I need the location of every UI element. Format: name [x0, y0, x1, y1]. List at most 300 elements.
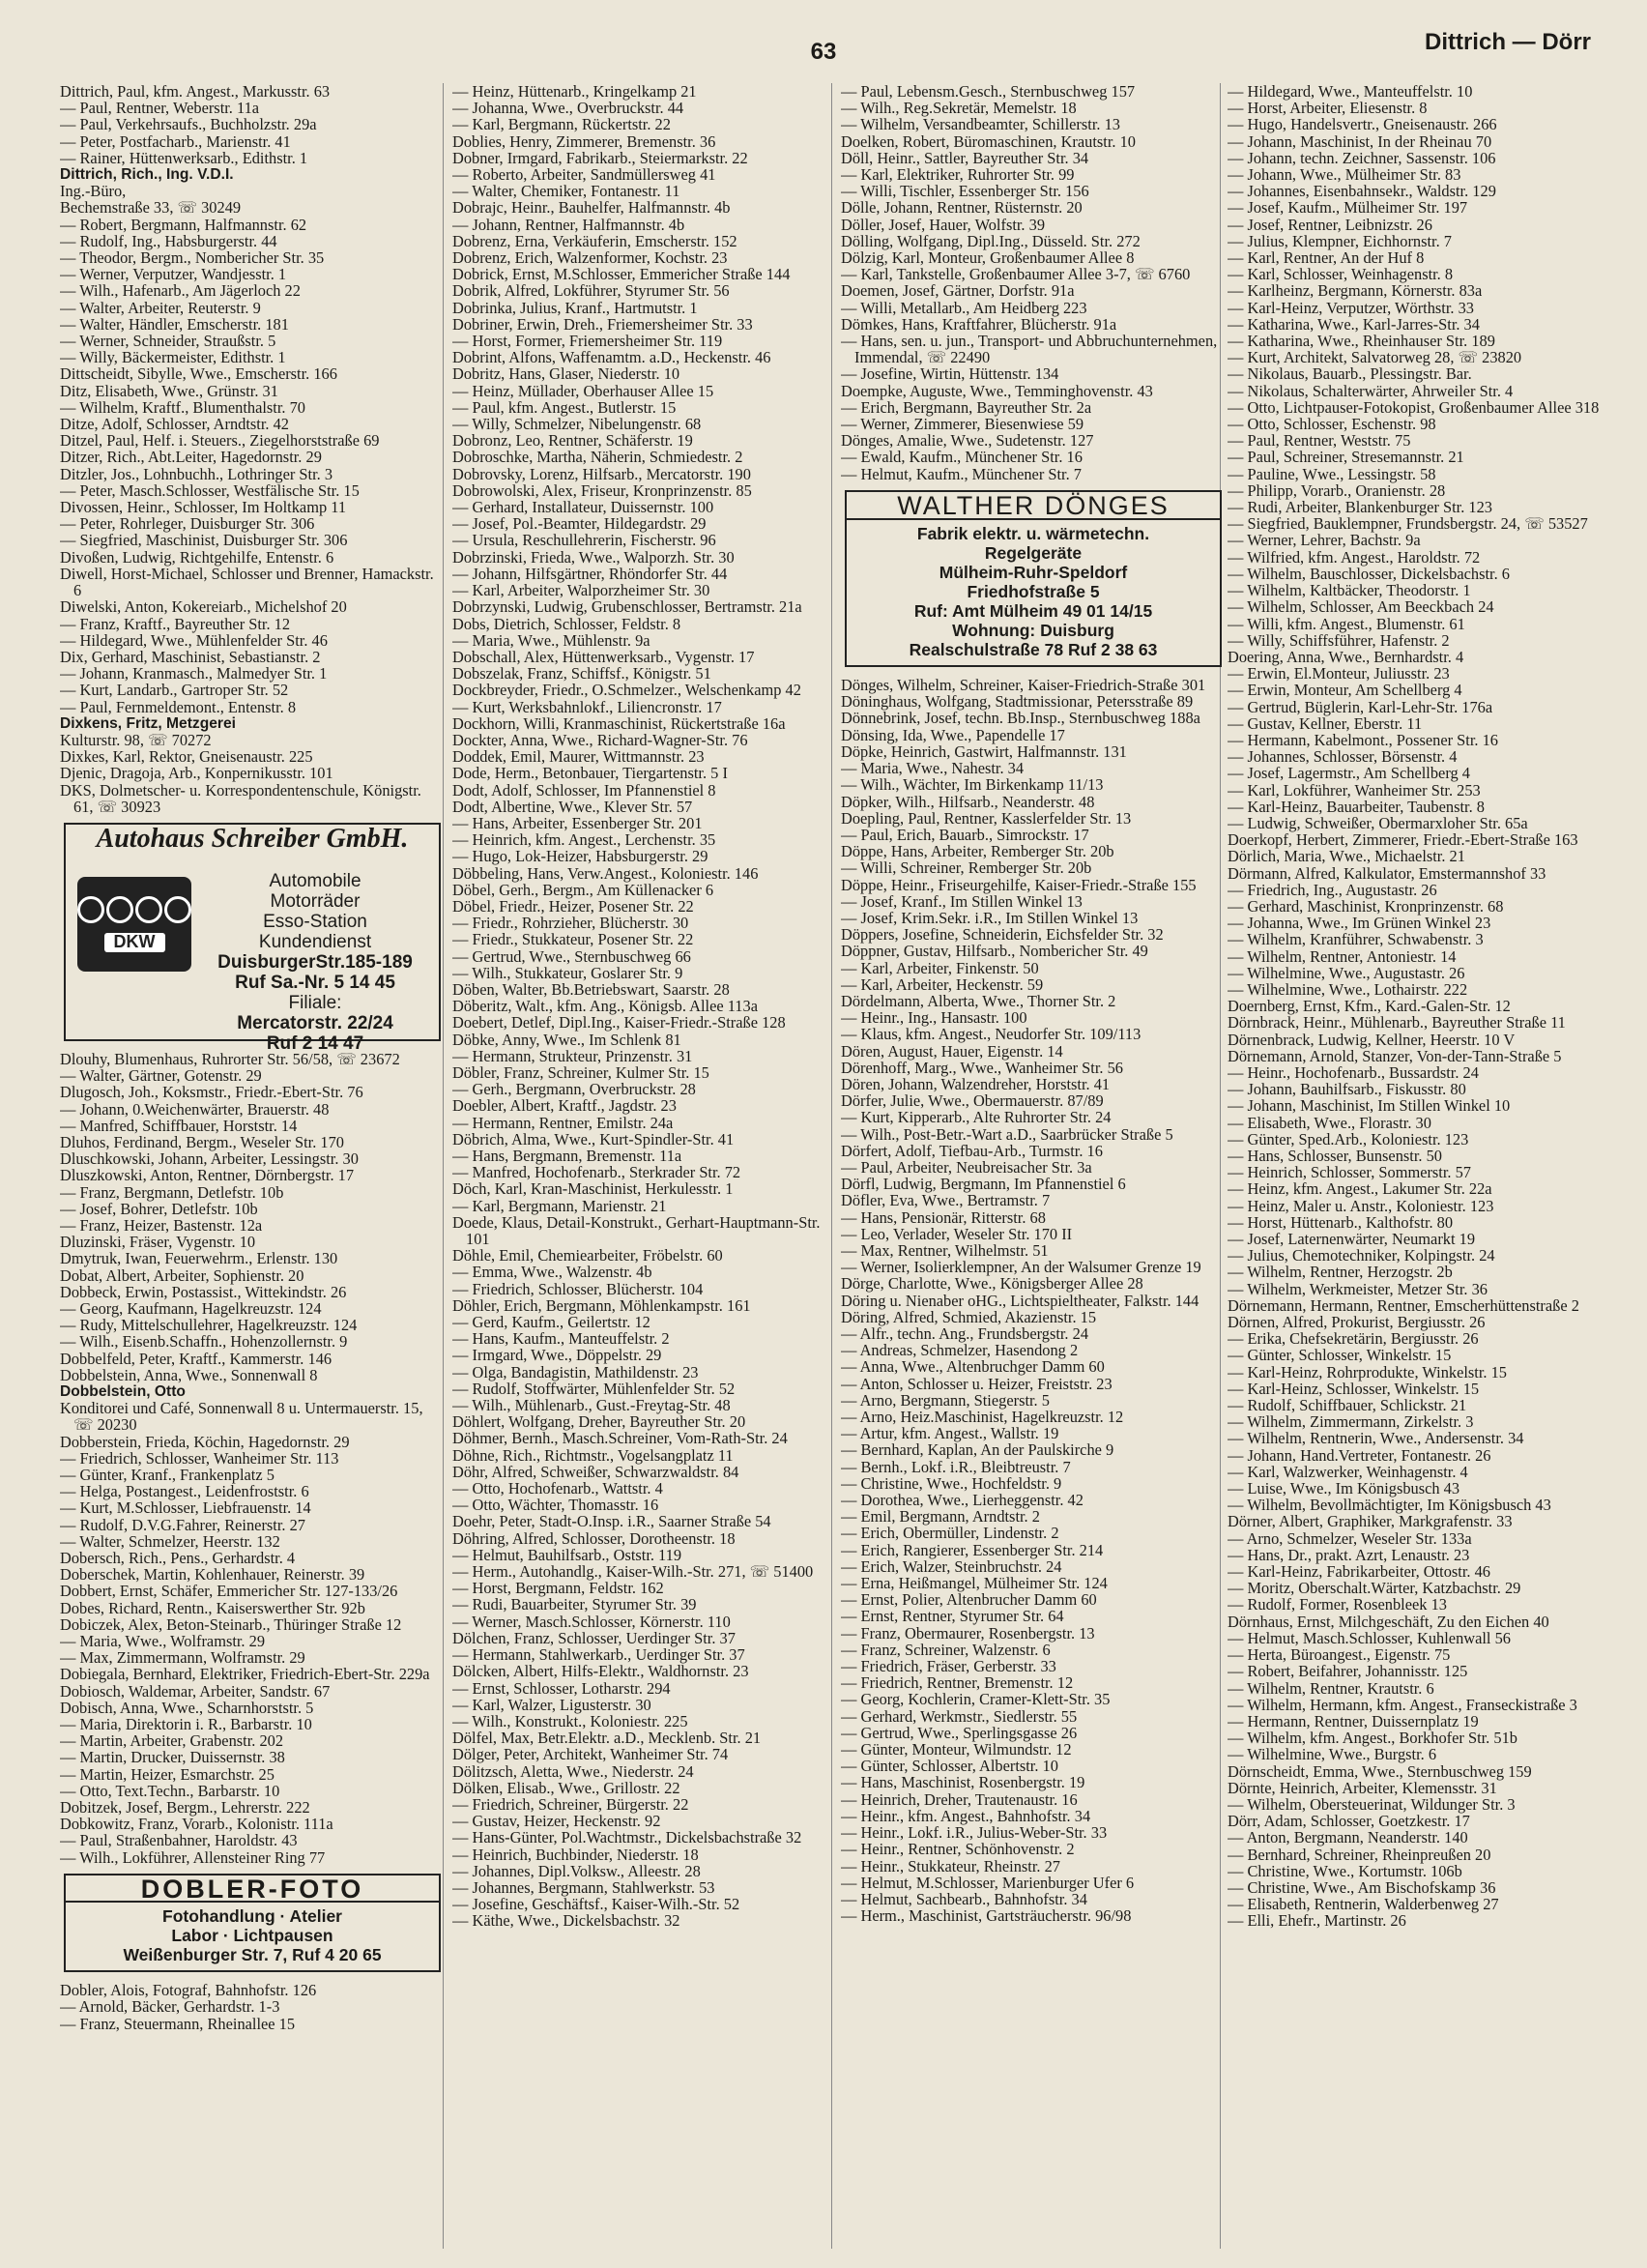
directory-entry: — Siegfried, Bauklempner, Frundsbergstr. 24, ☏ 53527: [1228, 514, 1588, 534]
directory-entry: — Luise, Wwe., Im Königsbusch 43: [1228, 1479, 1460, 1498]
directory-entry: Döhne, Rich., Richtmstr., Vogelsangplatz 11: [452, 1445, 734, 1465]
directory-entry: — Friedrich, Schreiner, Bürgerstr. 22: [452, 1794, 689, 1814]
directory-entry: — Maria, Wwe., Nahestr. 34: [841, 759, 1025, 778]
directory-entry: — Arnold, Bäcker, Gerhardstr. 1-3: [60, 1997, 280, 2017]
directory-entry: — Wilhelm, Bauschlosser, Dickelsbachstr. 6: [1228, 564, 1510, 583]
directory-entry: — Hugo, Lok-Heizer, Habsburgerstr. 29: [452, 847, 708, 866]
directory-entry: Doempke, Auguste, Wwe., Temminghovenstr. 43: [841, 381, 1153, 400]
directory-entry: Ditze, Adolf, Schlosser, Arndtstr. 42: [60, 415, 289, 434]
directory-entry: — Johann, Bauhilfsarb., Fiskusstr. 80: [1228, 1080, 1466, 1099]
directory-entry: Döch, Karl, Kran-Maschinist, Herkulesstr. 1: [452, 1179, 734, 1199]
directory-entry: — Heinrich, Dreher, Trautenaustr. 16: [841, 1789, 1078, 1809]
directory-entry: Ditz, Elisabeth, Wwe., Grünstr. 31: [60, 381, 278, 400]
directory-entry: Dölcken, Albert, Hilfs-Elektr., Waldhornstr. 23: [452, 1662, 749, 1681]
directory-entry: — Hugo, Handelsvertr., Gneisenaustr. 266: [1228, 115, 1497, 134]
directory-entry: — Rudolf, Ing., Habsburgerstr. 44: [60, 231, 277, 250]
directory-entry: — Max, Zimmermann, Wolframstr. 29: [60, 1648, 305, 1668]
ad-line: DuisburgerStr.185-189: [217, 951, 413, 973]
directory-entry: — Hans, Dr., prakt. Azrt, Lenaustr. 23: [1228, 1545, 1470, 1564]
directory-entry: — Wilhelm, Zimmermann, Zirkelstr. 3: [1228, 1412, 1474, 1432]
directory-entry: — Gerhard, Installateur, Duissernstr. 100: [452, 498, 714, 517]
directory-entry: — Hermann, Rentner, Duissernplatz 19: [1228, 1711, 1479, 1730]
directory-entry: — Willi, Schreiner, Remberger Str. 20b: [841, 858, 1092, 878]
directory-entry: — Karl, Lokführer, Wanheimer Str. 253: [1228, 780, 1481, 800]
directory-entry: Döninghaus, Wolfgang, Stadtmissionar, Petersstraße 89: [841, 692, 1194, 712]
directory-entry: Dobrzynski, Ludwig, Grubenschlosser, Bertramstr. 21a: [452, 597, 802, 617]
directory-entry: — Willy, Schmelzer, Nibelungenstr. 68: [452, 415, 702, 434]
directory-entry: — Wilhelmine, Wwe., Lothairstr. 222: [1228, 979, 1468, 999]
directory-entry: Diwell, Horst-Michael, Schlosser und Brenner, Hamackstr. 6: [60, 564, 434, 600]
directory-entry: Döbel, Friedr., Heizer, Posener Str. 22: [452, 896, 694, 916]
ad-line: Motorräder: [270, 890, 361, 912]
directory-entry: Kulturstr. 98, ☏ 70272: [60, 730, 212, 749]
directory-entry: Divoßen, Ludwig, Richtgehilfe, Entenstr. 6: [60, 547, 334, 567]
directory-entry: Dobrzinski, Frieda, Wwe., Walporzh. Str. 30: [452, 547, 735, 567]
directory-entry: — Heinz, Maler u. Anstr., Koloniestr. 123: [1228, 1196, 1494, 1215]
directory-entry: Dixkes, Karl, Rektor, Gneisenaustr. 225: [60, 747, 313, 767]
directory-entry: — Julius, Chemotechniker, Kolpingstr. 24: [1228, 1246, 1495, 1265]
ad-line: Ruf 2 14 47: [266, 1032, 364, 1054]
directory-entry: — Paul, Arbeiter, Neubreisacher Str. 3a: [841, 1157, 1092, 1177]
directory-entry: — Otto, Schlosser, Eschenstr. 98: [1228, 415, 1436, 434]
directory-entry-bold: Dobbelstein, Otto: [60, 1383, 186, 1400]
directory-entry: Döhr, Alfred, Schweißer, Schwarzwaldstr. 84: [452, 1462, 739, 1481]
directory-entry: Doddek, Emil, Maurer, Wittmannstr. 23: [452, 747, 705, 767]
directory-entry: Dölken, Elisab., Wwe., Grillostr. 22: [452, 1778, 680, 1797]
directory-entry: — Dorothea, Wwe., Lierheggenstr. 42: [841, 1491, 1084, 1510]
directory-entry: — Karlheinz, Bergmann, Körnerstr. 83a: [1228, 281, 1483, 301]
directory-entry: — Franz, Bergmann, Detlefstr. 10b: [60, 1182, 284, 1202]
directory-entry: — Siegfried, Maschinist, Duisburger Str. 306: [60, 531, 348, 550]
directory-entry: — Franz, Obermaurer, Rosenbergstr. 13: [841, 1623, 1095, 1643]
directory-entry: — Werner, Isolierklempner, An der Walsumer Grenze 19: [841, 1258, 1201, 1277]
directory-entry: — Wilh., Stukkateur, Goslarer Str. 9: [452, 963, 683, 982]
directory-entry: — Wilhelm, Versandbeamter, Schillerstr. 13: [841, 115, 1120, 134]
directory-entry: — Gustav, Kellner, Eberstr. 11: [1228, 713, 1423, 733]
directory-entry: — Karl, Walzer, Ligusterstr. 30: [452, 1695, 651, 1714]
directory-entry: — Hans, Schlosser, Bunsenstr. 50: [1228, 1147, 1442, 1165]
directory-entry: — Heinr., Rentner, Schönhovenstr. 2: [841, 1840, 1075, 1859]
directory-entry: — Elisabeth, Rentnerin, Walderbenweg 27: [1228, 1895, 1499, 1914]
directory-entry: Döpker, Wilh., Hilfsarb., Neanderstr. 48: [841, 792, 1095, 811]
directory-entry: — Herta, Büroangest., Eigenstr. 75: [1228, 1645, 1451, 1665]
directory-entry: — Wilhelm, Rentner, Krautstr. 6: [1228, 1678, 1434, 1698]
directory-entry: — Arno, Schmelzer, Weseler Str. 133a: [1228, 1528, 1472, 1548]
directory-entry: — Josefine, Geschäftsf., Kaiser-Wilh.-Str. 52: [452, 1895, 740, 1914]
directory-entry: Dönnebrink, Josef, techn. Bb.Insp., Sternbuschweg 188a: [841, 709, 1200, 728]
directory-entry: — Anna, Wwe., Altenbruchger Damm 60: [841, 1357, 1105, 1377]
directory-entry: Dobs, Dietrich, Schlosser, Feldstr. 8: [452, 614, 681, 633]
directory-entry: Dluhos, Ferdinand, Bergm., Weseler Str. 170: [60, 1132, 344, 1151]
directory-entry: — Willi, Tischler, Essenberger Str. 156: [841, 182, 1089, 201]
directory-entry: — Georg, Kochlerin, Cramer-Klett-Str. 35: [841, 1690, 1111, 1709]
directory-entry: — Klaus, kfm. Angest., Neudorfer Str. 109/113: [841, 1025, 1141, 1044]
directory-entry: Dobisch, Anna, Wwe., Scharnhorststr. 5: [60, 1698, 314, 1717]
directory-entry: Dobberstein, Frieda, Köchin, Hagedornstr. 29: [60, 1432, 350, 1451]
directory-entry: — Wilfried, kfm. Angest., Haroldstr. 72: [1228, 547, 1481, 567]
directory-entry: Doede, Klaus, Detail-Konstrukt., Gerhart-Hauptmann-Str. 101: [452, 1212, 821, 1249]
directory-entry: — Walter, Chemiker, Fontanestr. 11: [452, 182, 680, 201]
directory-entry: Doernberg, Ernst, Kfm., Kard.-Galen-Str. 12: [1228, 997, 1511, 1016]
directory-entry: — Friedrich, Schlosser, Blücherstr. 104: [452, 1279, 704, 1298]
directory-entry: — Arno, Bergmann, Stiegerstr. 5: [841, 1390, 1050, 1410]
directory-entry: Dörfl, Ludwig, Bergmann, Im Pfannenstiel 6: [841, 1175, 1126, 1194]
directory-entry: — Katharina, Wwe., Rheinhauser Str. 189: [1228, 332, 1495, 351]
directory-entry: Dobszelak, Franz, Schiffsf., Königstr. 51: [452, 664, 711, 683]
directory-entry: Dörnemann, Hermann, Rentner, Emscherhüttenstraße 2: [1228, 1295, 1579, 1315]
directory-entry: — Paul, Schreiner, Stresemannstr. 21: [1228, 448, 1464, 467]
directory-entry: Dlugosch, Joh., Koksmstr., Friedr.-Ebert-Str. 76: [60, 1083, 363, 1102]
dkw-badge: DKW: [104, 933, 165, 951]
directory-entry: Dobronz, Leo, Rentner, Schäferstr. 19: [452, 431, 693, 451]
directory-entry: — Gerh., Bergmann, Overbruckstr. 28: [452, 1080, 696, 1099]
directory-entry: — Wilhelm, Rentner, Herzogstr. 2b: [1228, 1263, 1453, 1282]
directory-entry: — Johann, techn. Zeichner, Sassenstr. 106: [1228, 148, 1496, 167]
directory-entry: Dobiegala, Bernhard, Elektriker, Friedrich-Ebert-Str. 229a: [60, 1665, 430, 1684]
directory-entry: — Günter, Sped.Arb., Koloniestr. 123: [1228, 1129, 1469, 1149]
directory-entry: — Herm., Maschinist, Gartsträucherstr. 96/98: [841, 1906, 1132, 1926]
directory-entry: Dördelmann, Alberta, Wwe., Thorner Str. 2: [841, 991, 1116, 1010]
directory-entry: Dobes, Richard, Rentn., Kaiserswerther Str. 92b: [60, 1598, 365, 1617]
directory-entry: — Wilh., Lokführer, Allensteiner Ring 77: [60, 1847, 326, 1867]
directory-entry: — Moritz, Oberschalt.Wärter, Katzbachstr. 29: [1228, 1579, 1521, 1598]
directory-entry: — Wilhelm, Kaltbäcker, Theodorstr. 1: [1228, 581, 1471, 600]
directory-entry: — Gertrud, Wwe., Sternbuschweg 66: [452, 946, 691, 966]
directory-entry: — Heinr., Ing., Hansastr. 100: [841, 1008, 1027, 1028]
directory-entry: — Erika, Chefsekretärin, Bergiusstr. 26: [1228, 1329, 1479, 1349]
advertisement-schreiber: [64, 823, 441, 1054]
directory-entry: Dobrick, Ernst, M.Schlosser, Emmericher Straße 144: [452, 265, 791, 284]
column-4: [1228, 83, 1612, 2249]
directory-entry: — Rudolf, D.V.G.Fahrer, Reinerstr. 27: [60, 1515, 305, 1534]
directory-entry: — Wilhelm, Rentnerin, Wwe., Andersenstr. 34: [1228, 1429, 1524, 1448]
directory-entry: — Johann, Maschinist, In der Rheinau 70: [1228, 131, 1492, 151]
directory-entry: — Franz, Steuermann, Rheinallee 15: [60, 2014, 296, 2033]
directory-entry: Dörnhaus, Ernst, Milchgeschäft, Zu den Eichen 40: [1228, 1612, 1549, 1631]
directory-entry: — Erna, Heißmangel, Mülheimer Str. 124: [841, 1574, 1108, 1593]
directory-entry: — Karl, Bergmann, Marienstr. 21: [452, 1196, 667, 1215]
directory-entry: Dittrich, Paul, kfm. Angest., Markusstr. 63: [60, 83, 331, 101]
directory-entry: — Nikolaus, Bauarb., Plessingstr. Bar.: [1228, 364, 1472, 384]
directory-entry: — Olga, Bandagistin, Mathildenstr. 23: [452, 1362, 699, 1381]
directory-entry: — Heinrich, Schlosser, Sommerstr. 57: [1228, 1163, 1472, 1182]
ad-line: Esso-Station: [263, 911, 367, 932]
directory-entry: Dobkowitz, Franz, Vorarb., Kolonistr. 111a: [60, 1815, 333, 1834]
directory-entry: — Rainer, Hüttenwerksarb., Edithstr. 1: [60, 148, 308, 167]
directory-entry: Döhle, Emil, Chemiearbeiter, Fröbelstr. 60: [452, 1246, 723, 1265]
directory-entry: Dobiosch, Waldemar, Arbeiter, Sandstr. 67: [60, 1681, 331, 1701]
directory-entry: Dörnen, Alfred, Prokurist, Bergiusstr. 26: [1228, 1313, 1486, 1332]
directory-entry: — Erich, Rangierer, Essenberger Str. 214: [841, 1540, 1104, 1559]
directory-entry: Doelken, Robert, Büromaschinen, Krautstr. 10: [841, 131, 1136, 151]
ad-line: Ruf Sa.-Nr. 5 14 45: [235, 972, 395, 993]
directory-entry: — Irmgard, Wwe., Döppelstr. 29: [452, 1346, 662, 1365]
directory-entry: Doemen, Josef, Gärtner, Dorfstr. 91a: [841, 281, 1075, 301]
directory-entry: — Werner, Schneider, Straußstr. 5: [60, 332, 276, 351]
directory-entry: — Günter, Monteur, Wilmundstr. 12: [841, 1740, 1072, 1759]
directory-entry: — Katharina, Wwe., Karl-Jarres-Str. 34: [1228, 314, 1480, 334]
directory-entry: — Bernh., Lokf. i.R., Bleibtreustr. 7: [841, 1457, 1071, 1476]
directory-entry: — Heinrich, kfm. Angest., Lerchenstr. 35: [452, 830, 716, 850]
directory-entry: — Ursula, Reschullehrerin, Fischerstr. 96: [452, 531, 716, 550]
directory-entry: Dobat, Albert, Arbeiter, Sophienstr. 20: [60, 1265, 304, 1285]
directory-entry: — Maria, Wwe., Mühlenstr. 9a: [452, 630, 650, 650]
directory-entry: Dobbeck, Erwin, Postassist., Wittekindstr. 26: [60, 1282, 347, 1301]
directory-entry: Dobrint, Alfons, Waffenamtm. a.D., Heckenstr. 46: [452, 348, 771, 367]
directory-entry: Doering, Anna, Wwe., Bernhardstr. 4: [1228, 647, 1464, 666]
directory-entry: Doerkopf, Herbert, Zimmerer, Friedr.-Ebert-Straße 163: [1228, 830, 1578, 850]
directory-entry: — Georg, Kaufmann, Hagelkreuzstr. 124: [60, 1298, 322, 1318]
directory-entry: — Martin, Drucker, Duissernstr. 38: [60, 1748, 285, 1767]
directory-entry: — Wilhelm, Obersteuerinat, Wildunger Str. 3: [1228, 1794, 1516, 1814]
directory-entry: — Wilh., Eisenb.Schaffn., Hohenzollernstr. 9: [60, 1332, 348, 1352]
directory-entry: Dönsing, Ida, Wwe., Papendelle 17: [841, 725, 1065, 744]
directory-entry: — Emma, Wwe., Walzenstr. 4b: [452, 1263, 652, 1282]
directory-entry: Dobrenz, Erna, Verkäuferin, Emscherstr. 152: [452, 231, 737, 250]
directory-entry: — Friedrich, Ing., Augustastr. 26: [1228, 880, 1437, 899]
directory-entry: — Heinz, kfm. Angest., Lakumer Str. 22a: [1228, 1179, 1492, 1199]
directory-entry: — Wilh., Konstrukt., Koloniestr. 225: [452, 1711, 688, 1730]
directory-entry: Döring, Alfred, Schmied, Akazienstr. 15: [841, 1307, 1097, 1326]
directory-entry: — Philipp, Vorarb., Oranienstr. 28: [1228, 480, 1446, 500]
directory-entry: Dluschkowski, Johann, Arbeiter, Lessingstr. 30: [60, 1149, 359, 1169]
directory-entry: Doebler, Albert, Kraftf., Jagdstr. 23: [452, 1096, 677, 1116]
column-1: [60, 83, 445, 2249]
directory-entry: — Käthe, Wwe., Dickelsbachstr. 32: [452, 1911, 680, 1931]
directory-entry: — Elisabeth, Wwe., Florastr. 30: [1228, 1113, 1431, 1132]
directory-entry: — Heinrich, Buchbinder, Niederstr. 18: [452, 1845, 699, 1864]
directory-entry: Konditorei und Café, Sonnenwall 8 u. Untermauerstr. 15, ☏ 20230: [60, 1399, 423, 1435]
directory-entry: Dörenhoff, Marg., Wwe., Wanheimer Str. 56: [841, 1058, 1123, 1077]
directory-entry: — Manfred, Schiffbauer, Horststr. 14: [60, 1116, 298, 1135]
directory-entry: — Karl-Heinz, Bauarbeiter, Taubenstr. 8: [1228, 797, 1485, 816]
directory-entry: — Karl, Bergmann, Rückertstr. 22: [452, 115, 671, 134]
directory-entry: Dobriner, Erwin, Dreh., Friemersheimer Str. 33: [452, 314, 753, 334]
directory-entry: — Karl-Heinz, Fabrikarbeiter, Ottostr. 46: [1228, 1562, 1490, 1582]
directory-entry: Dobrenz, Erich, Walzenformer, Kochstr. 23: [452, 248, 728, 268]
directory-entry: Döpke, Heinrich, Gastwirt, Halfmannstr. 131: [841, 741, 1127, 761]
directory-entry: — Anton, Schlosser u. Heizer, Freiststr. 23: [841, 1374, 1112, 1393]
directory-entry: — Helmut, Bauhilfsarb., Oststr. 119: [452, 1545, 682, 1564]
directory-entry: Dlouhy, Blumenhaus, Ruhrorter Str. 56/58, ☏ 23672: [60, 1049, 400, 1068]
ad-line: Fabrik elektr. u. wärmetechn.: [916, 524, 1150, 544]
directory-entry: — Alfr., techn. Ang., Frundsbergstr. 24: [841, 1324, 1089, 1343]
directory-entry: — Johannes, Schlosser, Börsenstr. 4: [1228, 747, 1458, 767]
directory-entry: — Paul, Straßenbahner, Haroldstr. 43: [60, 1831, 298, 1850]
ad-line: Friedhofstraße 5: [967, 582, 1100, 602]
directory-entry: — Wilhelmine, Wwe., Augustastr. 26: [1228, 963, 1465, 982]
column-3: [841, 83, 1226, 2249]
directory-entry: — Kurt, Landarb., Gartroper Str. 52: [60, 681, 289, 700]
directory-entry: — Heinr., kfm. Angest., Bahnhofstr. 34: [841, 1806, 1091, 1825]
directory-entry: — Wilhelm, Kranführer, Schwabenstr. 3: [1228, 930, 1484, 949]
directory-entry: Dörnenbrack, Ludwig, Kellner, Heerstr. 10 V: [1228, 1030, 1516, 1049]
directory-entry: Dobersch, Rich., Pens., Gerhardstr. 4: [60, 1549, 296, 1568]
directory-entry: Döbler, Franz, Schreiner, Kulmer Str. 15: [452, 1062, 709, 1082]
directory-entry: Doebert, Detlef, Dipl.Ing., Kaiser-Friedr.-Straße 128: [452, 1013, 786, 1032]
directory-entry: — Josef, Lagermstr., Am Schellberg 4: [1228, 764, 1470, 783]
directory-entry: — Heinr., Stukkateur, Rheinstr. 27: [841, 1856, 1060, 1875]
directory-entry: Ditzler, Jos., Lohnbuchh., Lothringer Str. 3: [60, 464, 333, 483]
directory-entry: — Peter, Postfacharb., Marienstr. 41: [60, 131, 291, 151]
directory-entry: — Wilhelm, Werkmeister, Metzer Str. 36: [1228, 1279, 1488, 1298]
directory-entry: — Otto, Wächter, Thomasstr. 16: [452, 1496, 659, 1515]
directory-entry: — Josef, Laternenwärter, Neumarkt 19: [1228, 1230, 1476, 1249]
directory-entry: — Günter, Schlosser, Winkelstr. 15: [1228, 1346, 1452, 1365]
directory-entry: — Rudolf, Stoffwärter, Mühlenfelder Str. 52: [452, 1379, 736, 1398]
directory-entry: — Werner, Verputzer, Wandjesstr. 1: [60, 265, 287, 284]
directory-entry: Dmytruk, Iwan, Feuerwehrm., Erlenstr. 130: [60, 1249, 338, 1268]
directory-entry: — Hans, Maschinist, Rosenbergstr. 19: [841, 1773, 1085, 1792]
directory-entry: — Friedr., Rohrzieher, Blücherstr. 30: [452, 914, 689, 933]
ad-name: WALTHER DÖNGES: [847, 498, 1220, 520]
directory-entry: Doblies, Henry, Zimmerer, Bremenstr. 36: [452, 131, 716, 151]
directory-entry: Dömkes, Hans, Kraftfahrer, Blücherstr. 91a: [841, 314, 1117, 334]
directory-entry: — Gerhard, Werkmstr., Siedlerstr. 55: [841, 1706, 1078, 1726]
directory-entry: Dobler, Alois, Fotograf, Bahnhofstr. 126: [60, 1981, 317, 2000]
directory-entry: — Hildegard, Wwe., Manteuffelstr. 10: [1228, 83, 1473, 101]
directory-entry: Dönges, Wilhelm, Schreiner, Kaiser-Friedrich-Straße 301: [841, 676, 1206, 695]
directory-entry: — Johann, Hilfsgärtner, Rhöndorfer Str. 44: [452, 564, 728, 583]
directory-entry: — Franz, Kraftf., Bayreuther Str. 12: [60, 614, 291, 633]
directory-entry: — Wilh., Mühlenarb., Gust.-Freytag-Str. 48: [452, 1396, 731, 1415]
directory-entry: — Hans, Pensionär, Ritterstr. 68: [841, 1207, 1046, 1227]
directory-entry: — Kurt, M.Schlosser, Liebfrauenstr. 14: [60, 1498, 311, 1518]
directory-entry: — Walter, Gärtner, Gotenstr. 29: [60, 1066, 262, 1086]
directory-entry: Dobbelfeld, Peter, Kraftf., Kammerstr. 146: [60, 1349, 332, 1368]
directory-entry: — Maria, Wwe., Wolframstr. 29: [60, 1632, 266, 1651]
directory-entry: — Martin, Arbeiter, Grabenstr. 202: [60, 1731, 284, 1751]
directory-entry: — Otto, Hochofenarb., Wattstr. 4: [452, 1479, 663, 1498]
four-rings-icon: [77, 896, 191, 923]
ad-line: Regelgeräte: [984, 543, 1083, 564]
directory-entry: DKS, Dolmetscher- u. Korrespondentenschule, Königstr. 61, ☏ 30923: [60, 780, 421, 816]
directory-entry: — Horst, Former, Friemersheimer Str. 119: [452, 332, 723, 351]
directory-entry: — Paul, Rentner, Weberstr. 11a: [60, 99, 260, 118]
directory-entry: — Heinz, Müllader, Oberhauser Allee 15: [452, 381, 714, 400]
directory-entry: — Ernst, Schlosser, Lotharstr. 294: [452, 1678, 671, 1698]
directory-entry: — Theodor, Bergm., Nombericher Str. 35: [60, 248, 325, 268]
directory-entry: — Heinz, Hüttenarb., Kringelkamp 21: [452, 83, 697, 101]
directory-entry: — Gertrud, Wwe., Sperlingsgasse 26: [841, 1723, 1078, 1742]
directory-entry: — Willy, Schiffsführer, Hafenstr. 2: [1228, 630, 1450, 650]
directory-entry: — Horst, Bergmann, Feldstr. 162: [452, 1579, 664, 1598]
directory-entry: — Josef, Bohrer, Detlefstr. 10b: [60, 1199, 258, 1218]
directory-entry: — Andreas, Schmelzer, Hasendong 2: [841, 1341, 1079, 1360]
directory-entry: — Erich, Obermüller, Lindenstr. 2: [841, 1524, 1059, 1543]
directory-entry: — Nikolaus, Schalterwärter, Ahrweiler Str. 4: [1228, 381, 1514, 400]
ad-line: Automobile: [269, 870, 361, 891]
directory-entry: — Wilhelm, Rentner, Antoniestr. 14: [1228, 946, 1457, 966]
directory-entry: Dobroschke, Martha, Näherin, Schmiedestr. 2: [452, 448, 743, 467]
directory-entry: — Günter, Kranf., Frankenplatz 5: [60, 1466, 274, 1485]
directory-entry: Dölle, Johann, Rentner, Rüsternstr. 20: [841, 198, 1083, 218]
directory-entry: — Ernst, Polier, Altenbrucher Damm 60: [841, 1590, 1097, 1610]
directory-entry: — Horst, Arbeiter, Eliesenstr. 8: [1228, 99, 1428, 118]
directory-entry: Dölling, Wolfgang, Dipl.Ing., Düsseld. Str. 272: [841, 231, 1141, 250]
directory-entry: Doepling, Paul, Rentner, Kasslerfelder Str. 13: [841, 808, 1132, 828]
directory-entry: Dörfer, Julie, Wwe., Obermauerstr. 87/89: [841, 1091, 1104, 1111]
directory-entry: Dörr, Adam, Schlosser, Goetzkestr. 17: [1228, 1812, 1470, 1831]
directory-entry: — Walter, Händler, Emscherstr. 181: [60, 314, 289, 334]
directory-entry: — Josef, Rentner, Leibnizstr. 26: [1228, 215, 1432, 234]
directory-entry: Döppers, Josefine, Schneiderin, Eichsfelder Str. 32: [841, 925, 1164, 945]
directory-entry: — Paul, Fernmeldemont., Entenstr. 8: [60, 697, 297, 716]
ad-line: Fotohandlung · Atelier: [162, 1906, 342, 1927]
directory-entry: Dörlich, Maria, Wwe., Michaelstr. 21: [1228, 847, 1465, 866]
directory-entry: Dluzinski, Fräser, Vygenstr. 10: [60, 1233, 256, 1252]
dkw-logo-icon: [77, 877, 191, 972]
directory-entry: Dören, August, Hauer, Eigenstr. 14: [841, 1041, 1063, 1061]
directory-entry: Döben, Walter, Bb.Betriebswart, Saarstr. 28: [452, 979, 730, 999]
directory-entry: Dobrowolski, Alex, Friseur, Kronprinzenstr. 85: [452, 480, 752, 500]
directory-entry: Dobrajc, Heinr., Bauhelfer, Halfmannstr. 4b: [452, 198, 731, 218]
directory-entry: Diwelski, Anton, Kokereiarb., Michelshof 20: [60, 597, 347, 617]
directory-entry: Djenic, Dragoja, Arb., Konpernikusstr. 101: [60, 764, 333, 783]
ad-line: Mülheim-Ruhr-Speldorf: [939, 563, 1128, 583]
directory-entry: — Ludwig, Schweißer, Obermarxloher Str. 65a: [1228, 813, 1528, 832]
directory-entry: — Karl-Heinz, Verputzer, Wörthstr. 33: [1228, 298, 1474, 317]
directory-entry: — Hermann, Kabelmont., Possener Str. 16: [1228, 730, 1498, 749]
directory-entry: — Peter, Masch.Schlosser, Westfälische Str. 15: [60, 480, 360, 500]
directory-entry: — Heinr., Lokf. i.R., Julius-Weber-Str. 33: [841, 1823, 1108, 1843]
directory-entry: Döbbeling, Hans, Verw.Angest., Koloniestr. 146: [452, 863, 759, 883]
directory-entry: — Wilh., Post-Betr.-Wart a.D., Saarbrücker Straße 5: [841, 1124, 1173, 1144]
directory-entry: — Friedrich, Rentner, Bremenstr. 12: [841, 1673, 1074, 1693]
directory-entry: — Hermann, Stahlwerkarb., Uerdinger Str. 37: [452, 1645, 745, 1665]
directory-entry: — Johann, Hand.Vertreter, Fontanestr. 26: [1228, 1445, 1491, 1465]
directory-entry: Dittscheidt, Sibylle, Wwe., Emscherstr. 166: [60, 364, 337, 384]
directory-entry: Dörfert, Adolf, Tiefbau-Arb., Turmstr. 16: [841, 1141, 1103, 1160]
ad-line: Realschulstraße 78 Ruf 2 38 63: [909, 640, 1158, 660]
directory-entry: Döbel, Gerh., Bergm., Am Küllenacker 6: [452, 880, 714, 899]
directory-entry: Dobrovsky, Lorenz, Hilfsarb., Mercatorstr. 190: [452, 464, 751, 483]
directory-entry: Dockhorn, Willi, Kranmaschinist, Rückertstraße 16a: [452, 713, 786, 733]
directory-entry: Dölfel, Max, Betr.Elektr. a.D., Mecklenb. Str. 21: [452, 1729, 762, 1748]
directory-entry: — Rudi, Arbeiter, Blankenburger Str. 123: [1228, 498, 1493, 517]
directory-entry: — Wilhelm, Schlosser, Am Beeckbach 24: [1228, 597, 1494, 617]
directory-entry: Dodt, Albertine, Wwe., Klever Str. 57: [452, 797, 693, 816]
directory-entry: — Kurt, Architekt, Salvatorweg 28, ☏ 23820: [1228, 348, 1522, 367]
directory-entry: — Hildegard, Wwe., Mühlenfelder Str. 46: [60, 630, 328, 650]
directory-entry: Döppe, Hans, Arbeiter, Remberger Str. 20b: [841, 842, 1114, 861]
directory-entry: Döbrich, Alma, Wwe., Kurt-Spindler-Str. 41: [452, 1129, 735, 1149]
directory-entry: — Herm., Autohandlg., Kaiser-Wilh.-Str. 271, ☏ 51400: [452, 1562, 814, 1582]
directory-entry: Dodt, Adolf, Schlosser, Im Pfannenstiel 8: [452, 780, 716, 800]
directory-entry: — Karl-Heinz, Schlosser, Winkelstr. 15: [1228, 1379, 1480, 1398]
directory-entry: — Karl, Schlosser, Weinhagenstr. 8: [1228, 265, 1454, 284]
directory-entry: — Julius, Klempner, Eichhornstr. 7: [1228, 231, 1452, 250]
directory-entry: — Johann, Kranmasch., Malmedyer Str. 1: [60, 664, 328, 683]
running-head: Dittrich — Dörr: [1424, 29, 1591, 55]
directory-entry: — Helmut, M.Schlosser, Marienburger Ufer 6: [841, 1873, 1135, 1892]
directory-entry: Dobrik, Alfred, Lokführer, Styrumer Str. 56: [452, 281, 730, 301]
directory-entry: — Karl, Walzwerker, Weinhagenstr. 4: [1228, 1462, 1468, 1481]
directory-entry: — Christine, Wwe., Hochfeldstr. 9: [841, 1473, 1062, 1493]
directory-entry: — Johanna, Wwe., Im Grünen Winkel 23: [1228, 914, 1491, 933]
directory-entry: — Roberto, Arbeiter, Sandmüllersweg 41: [452, 165, 716, 185]
directory-entry: — Otto, Lichtpauser-Fotokopist, Großenbaumer Allee 318: [1228, 397, 1600, 417]
directory-entry: Dluszkowski, Anton, Rentner, Dörnbergstr. 17: [60, 1166, 355, 1185]
directory-entry: — Friedrich, Fräser, Gerberstr. 33: [841, 1657, 1056, 1676]
ad-line: Mercatorstr. 22/24: [237, 1012, 393, 1033]
directory-entry: — Josef, Kaufm., Mülheimer Str. 197: [1228, 198, 1468, 218]
directory-entry: — Rudolf, Former, Rosenbleek 13: [1228, 1595, 1447, 1614]
directory-entry: — Paul, kfm. Angest., Butlerstr. 15: [452, 397, 677, 417]
directory-entry: — Paul, Verkehrsaufs., Buchholzstr. 29a: [60, 115, 317, 134]
directory-entry: — Josefine, Wirtin, Hüttenstr. 134: [841, 364, 1059, 384]
directory-entry: Dörnscheidt, Emma, Wwe., Sternbuschweg 159: [1228, 1761, 1532, 1781]
